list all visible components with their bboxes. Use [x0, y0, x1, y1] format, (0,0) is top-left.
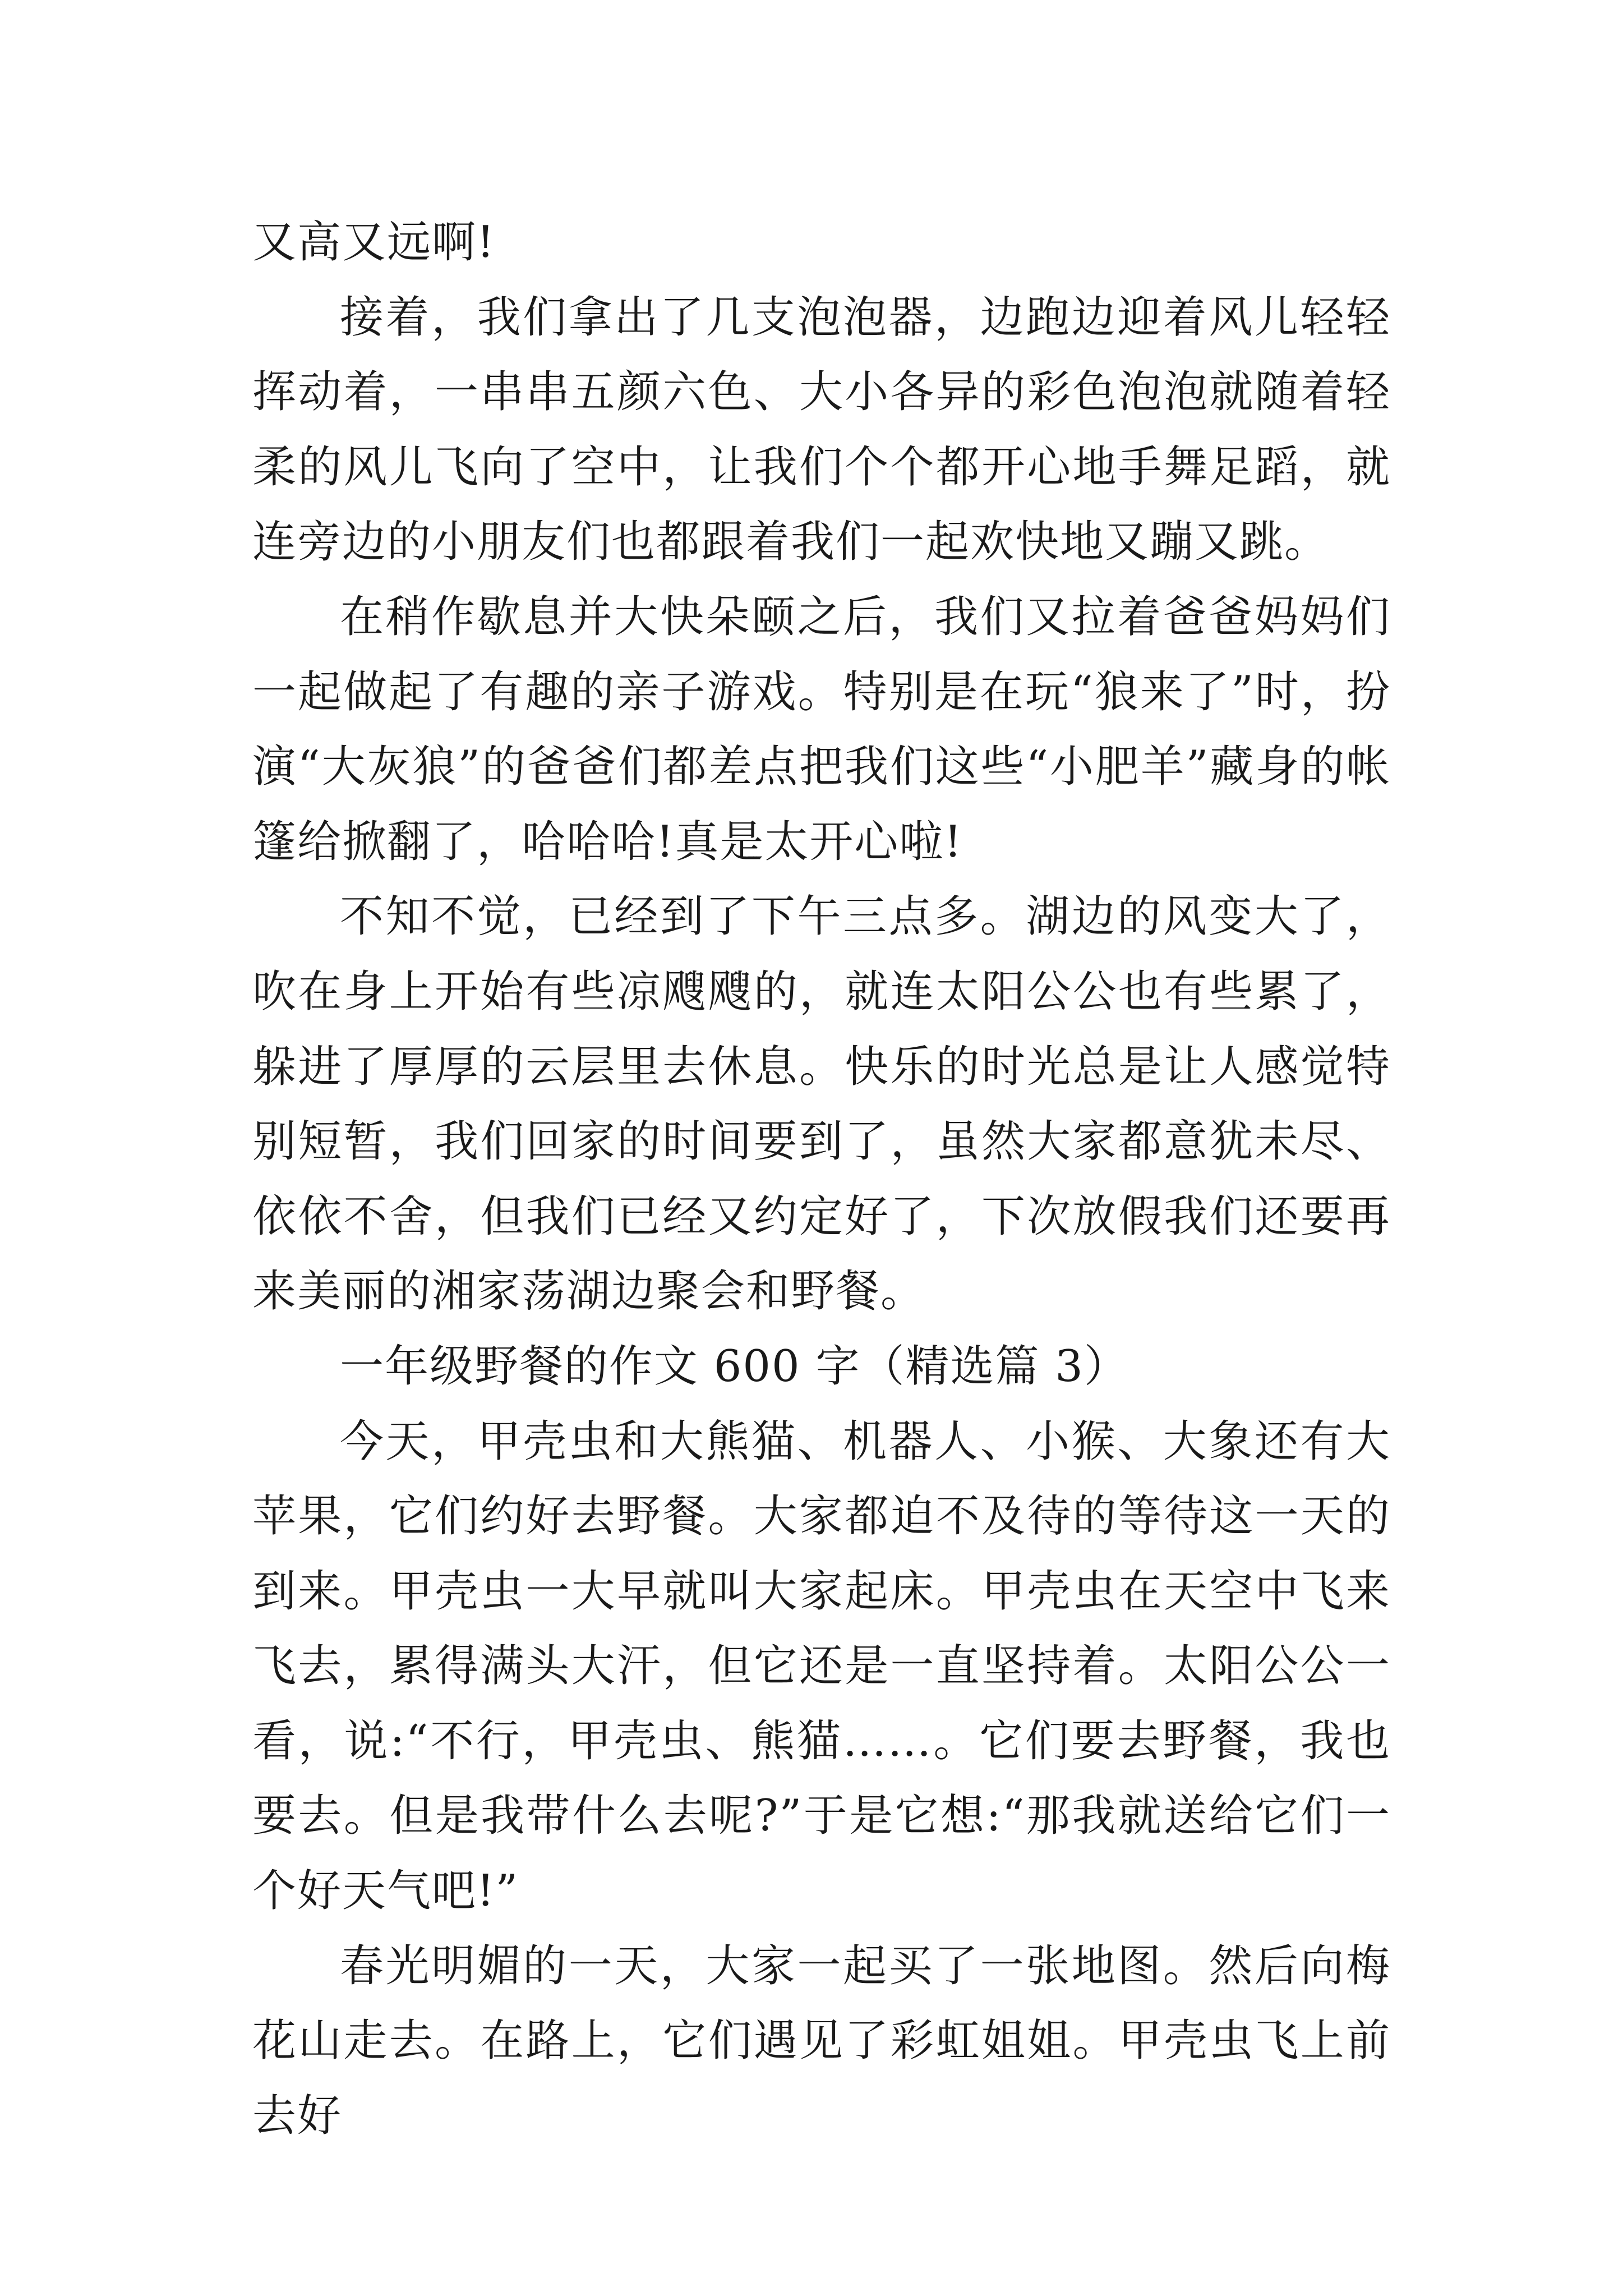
section-heading: 一年级野餐的作文 600 字（精选篇 3） [340, 1341, 1129, 1392]
paragraph-spring: 春光明媚的一天，大家一起买了一张地图。然后向梅花山走去。在路上，它们遇见了彩虹姐姐。甲壳虫飞上前去好 [252, 1940, 1391, 2141]
paragraph-beetle: 今天，甲壳虫和大熊猫、机器人、小猴、大象还有大苹果，它们约好去野餐。大家都迫不及待的等待这一天的到来。甲壳虫一大早就叫大家起床。甲壳虫在天空中飞来飞去，累得满头大汗，但它还是一直坚持着。太阳公公一看，说:“不行，甲壳虫、熊猫……。它们要去野餐，我也要去。但是我带什么去呢?”于是它想:“那我就送给它们一个好天气吧!” [252, 1416, 1391, 1917]
paragraph-afternoon: 不知不觉，已经到了下午三点多。湖边的风变大了，吹在身上开始有些凉飕飕的，就连太阳公公也有些累了，躲进了厚厚的云层里去休息。快乐的时光总是让人感觉特别短暂，我们回家的时间要到了，虽然大家都意犹未尽、依依不舍，但我们已经又约定好了，下次放假我们还要再来美丽的湘家荡湖边聚会和野餐。 [252, 891, 1391, 1317]
article-body [252, 205, 1391, 2154]
paragraph-bubbles: 接着，我们拿出了几支泡泡器，边跑边迎着风儿轻轻挥动着，一串串五颜六色、大小各异的彩色泡泡就随着轻柔的风儿飞向了空中，让我们个个都开心地手舞足蹈，就连旁边的小朋友们也都跟着我们一起欢快地又蹦又跳。 [252, 292, 1391, 568]
paragraph-continuation: 又高又远啊! [252, 217, 496, 268]
paragraph-games: 在稍作歇息并大快朵颐之后，我们又拉着爸爸妈妈们一起做起了有趣的亲子游戏。特别是在玩“狼来了”时，扮演“大灰狼”的爸爸们都差点把我们这些“小肥羊”藏身的帐篷给掀翻了，哈哈哈!真是太开心啦! [252, 591, 1391, 867]
